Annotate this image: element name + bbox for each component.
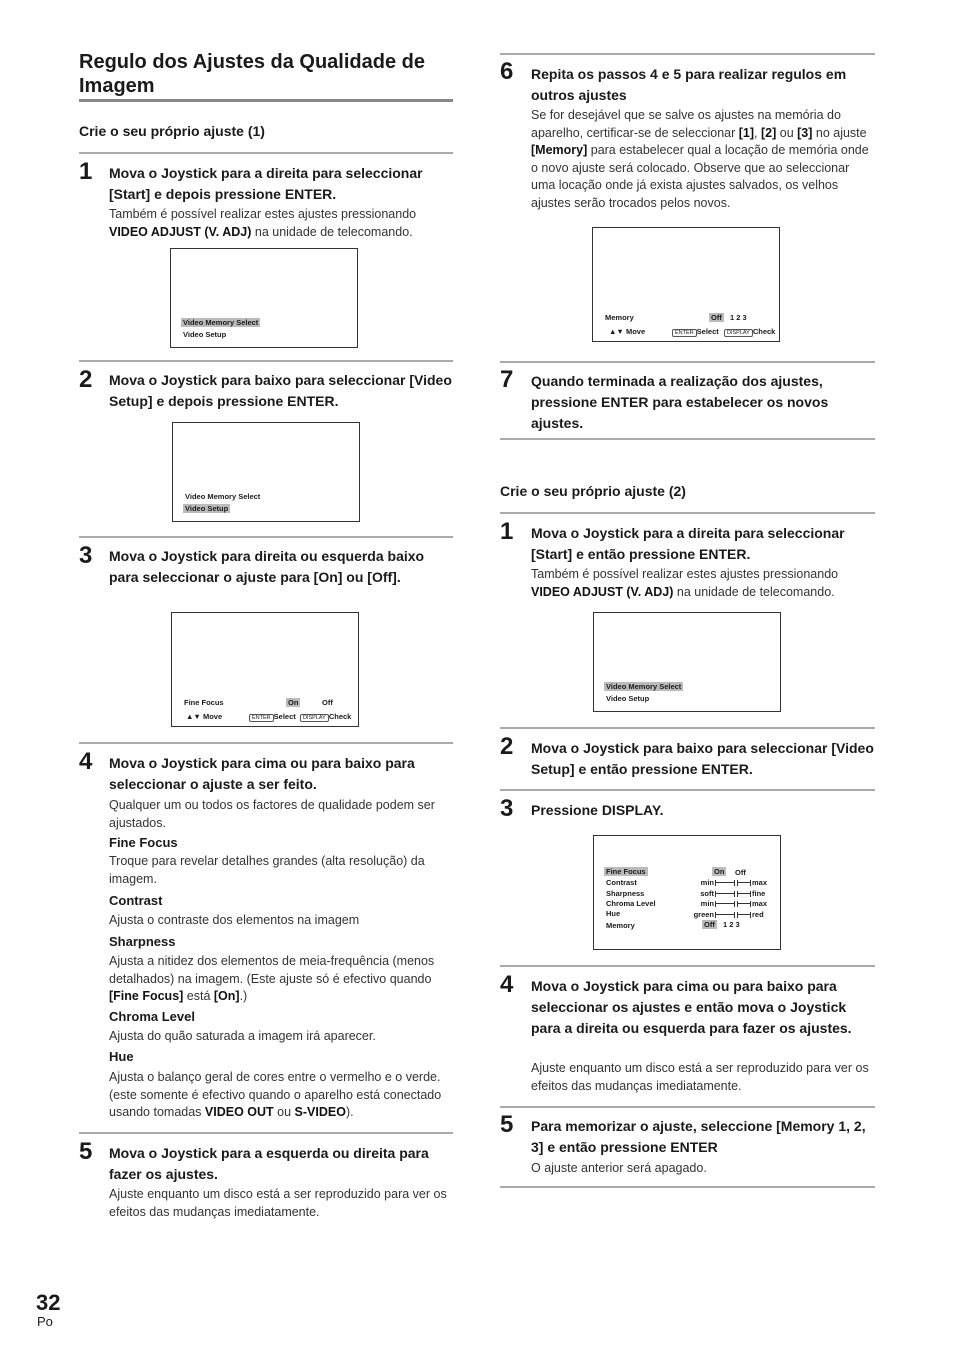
term-description: Ajusta do quão saturada a imagem irá aparecer.: [109, 1029, 376, 1043]
osd-row-contrast: Contrast: [606, 878, 637, 887]
osd-row-hue: Hue: [606, 909, 621, 918]
step-number: 1: [79, 158, 93, 185]
step-number: 5: [79, 1138, 93, 1165]
step-heading: Mova o Joystick para baixo para seleccionar [Video Setup] e depois pressione ENTER.: [109, 372, 452, 409]
term-fine-focus: Fine Focus: [109, 835, 178, 850]
enter-key-icon: ENTER: [249, 714, 274, 722]
step-body: Qualquer um ou todos os factores de qualidade podem ser ajustados.: [109, 798, 435, 830]
step-number: 5: [500, 1111, 514, 1138]
osd-select: Select: [273, 712, 296, 721]
divider: [500, 361, 875, 363]
osd-option-off: Off: [735, 868, 746, 877]
step-heading: Repita os passos 4 e 5 para realizar regulos em outros ajustes: [531, 66, 847, 103]
osd-memory-numbers: 1 2 3: [729, 313, 747, 322]
menu-item-video-setup: Video Setup: [183, 330, 227, 339]
step-number: 6: [500, 58, 514, 85]
divider: [500, 1186, 875, 1188]
up-down-arrows-icon: ▲▼: [609, 327, 624, 336]
step-number: 2: [500, 733, 514, 760]
divider: [500, 727, 875, 729]
divider: [500, 53, 875, 55]
divider: [500, 512, 875, 514]
osd-check: Check: [328, 712, 352, 721]
sharpness-bar-right: [737, 891, 751, 897]
up-down-arrows-icon: ▲▼: [186, 712, 201, 721]
term-sharpness: Sharpness: [109, 934, 176, 949]
term-chroma-level: Chroma Level: [109, 1009, 195, 1024]
menu-item-video-memory-select: Video Memory Select: [606, 682, 682, 691]
divider: [500, 1106, 875, 1108]
step-heading: Mova o Joystick para cima ou para baixo para seleccionar o ajuste a ser feito.: [109, 755, 415, 792]
osd-fine-label: fine: [752, 889, 766, 898]
osd-screen: [171, 612, 359, 727]
step-heading: Mova o Joystick para a esquerda ou direita para fazer os ajustes.: [109, 1145, 429, 1182]
osd-label-fine-focus: Fine Focus: [184, 698, 224, 707]
contrast-bar-right: [737, 880, 751, 886]
osd-screen: [172, 422, 360, 522]
hue-bar: [715, 912, 735, 918]
osd-max-label: max: [752, 878, 768, 887]
term-description: Troque para revelar detalhes grandes (alta resolução) da imagem.: [109, 854, 425, 886]
step-number: 3: [500, 795, 514, 822]
term-description: Ajusta a nitidez dos elementos de meia-frequência (menos detalhados) na imagem. (Este ajuste só é efectivo quando [Fine Focus] está [On].): [109, 954, 435, 1003]
page-language: Po: [37, 1314, 53, 1329]
divider: [500, 965, 875, 967]
step-body: Ajuste enquanto um disco está a ser reproduzido para ver os efeitos das mudanças imediatamente.: [109, 1187, 447, 1219]
osd-red-label: red: [752, 910, 764, 919]
step-number: 3: [79, 542, 93, 569]
osd-memory-numbers: 1 2 3: [722, 920, 740, 929]
step-number: 2: [79, 366, 93, 393]
chroma-bar-right: [737, 901, 751, 907]
contrast-bar: [715, 880, 735, 886]
enter-key-icon: ENTER: [672, 329, 697, 337]
step-heading: Mova o Joystick para baixo para seleccionar [Video Setup] e então pressione ENTER.: [531, 740, 874, 777]
term-hue: Hue: [109, 1049, 134, 1064]
osd-row-memory: Memory: [606, 921, 635, 930]
osd-move: Move: [202, 712, 223, 721]
menu-item-video-setup: Video Setup: [606, 694, 650, 703]
osd-min-label: min: [700, 899, 714, 908]
step-number: 1: [500, 518, 514, 545]
step-body: O ajuste anterior será apagado.: [531, 1161, 707, 1175]
osd-screen: [593, 835, 781, 950]
osd-screen: [593, 612, 781, 712]
sharpness-bar: [715, 891, 735, 897]
osd-check: Check: [752, 327, 776, 336]
osd-memory-off: Off: [704, 920, 715, 929]
divider: [500, 789, 875, 791]
osd-option-on: On: [288, 698, 299, 707]
page-number: 32: [36, 1290, 61, 1315]
divider: [79, 742, 453, 744]
osd-row-chroma-level: Chroma Level: [606, 899, 656, 908]
osd-screen: [170, 248, 358, 348]
menu-item-video-memory-select: Video Memory Select: [183, 318, 259, 327]
title-rule: [79, 99, 453, 102]
step-number: 4: [79, 748, 93, 775]
divider: [79, 360, 453, 362]
hue-bar-right: [737, 912, 751, 918]
osd-option-off: Off: [711, 313, 722, 322]
step-heading: Mova o Joystick para a direita para seleccionar [Start] e depois pressione ENTER.: [109, 165, 423, 202]
step-number: 4: [500, 971, 514, 998]
osd-min-label: min: [700, 878, 714, 887]
step-heading: Mova o Joystick para direita ou esquerda baixo para seleccionar o ajuste para [On] ou [Off].: [109, 548, 425, 585]
display-key-icon: DISPLAY: [300, 714, 329, 722]
step-heading: Quando terminada a realização dos ajustes, pressione ENTER para estabelecer os novos ajustes.: [531, 373, 829, 431]
part1-subtitle: Crie o seu próprio ajuste (1): [79, 123, 265, 139]
step-body: Ajuste enquanto um disco está a ser reproduzido para ver os efeitos das mudanças imediatamente.: [531, 1061, 869, 1093]
divider: [79, 1132, 453, 1134]
step-heading: Mova o Joystick para cima ou para baixo para seleccionar os ajustes e então mova o Joystick para a direita ou esquerda para fazer os ajustes.: [531, 978, 852, 1036]
osd-option-off: Off: [322, 698, 333, 707]
menu-item-video-memory-select: Video Memory Select: [185, 492, 261, 501]
osd-green-label: green: [693, 910, 714, 919]
term-description: Ajusta o contraste dos elementos na imagem: [109, 913, 360, 927]
osd-row-sharpness: Sharpness: [606, 889, 645, 898]
osd-soft-label: soft: [700, 889, 714, 898]
osd-select: Select: [696, 327, 719, 336]
step-number: 7: [500, 366, 514, 393]
osd-option-on: On: [714, 867, 725, 876]
step-body: Também é possível realizar estes ajustes pressionando VIDEO ADJUST (V. ADJ) na unidade de telecomando.: [531, 567, 839, 599]
step-body: Também é possível realizar estes ajustes pressionando VIDEO ADJUST (V. ADJ) na unidade de telecomando.: [109, 207, 417, 239]
step-heading: Para memorizar o ajuste, seleccione [Memory 1, 2, 3] e então pressione ENTER: [531, 1118, 866, 1155]
term-contrast: Contrast: [109, 893, 163, 908]
osd-max-label: max: [752, 899, 768, 908]
menu-item-video-setup: Video Setup: [185, 504, 229, 513]
divider: [79, 536, 453, 538]
osd-move: Move: [625, 327, 646, 336]
divider: [79, 152, 453, 154]
step-body: Se for desejável que se salve os ajustes na memória do aparelho, certificar-se de seleccionar [1], [2] ou [3] no ajuste [Memory] para estabelecer qual a locação de memória onde o novo ajuste será colocado. Observe que ao seleccionar uma locação onde já exista ajustes salvados, os velhos ajustes serão trocados pelos novos.: [531, 108, 869, 210]
chroma-bar: [715, 901, 735, 907]
step-heading: Pressione DISPLAY.: [531, 802, 664, 818]
osd-label-memory: Memory: [605, 313, 634, 322]
osd-row-fine-focus: Fine Focus: [606, 867, 646, 876]
divider: [500, 438, 875, 440]
display-key-icon: DISPLAY: [724, 329, 753, 337]
section-title: Regulo dos Ajustes da Qualidade de Imagem: [79, 51, 425, 97]
part2-subtitle: Crie o seu próprio ajuste (2): [500, 483, 686, 499]
osd-screen: [592, 227, 780, 342]
step-heading: Mova o Joystick para a direita para seleccionar [Start] e então pressione ENTER.: [531, 525, 845, 562]
term-description: Ajusta o balanço geral de cores entre o vermelho e o verde. (este somente é efectivo quando o aparelho está conectado usando tomadas VIDEO OUT ou S-VIDEO).: [109, 1070, 442, 1119]
